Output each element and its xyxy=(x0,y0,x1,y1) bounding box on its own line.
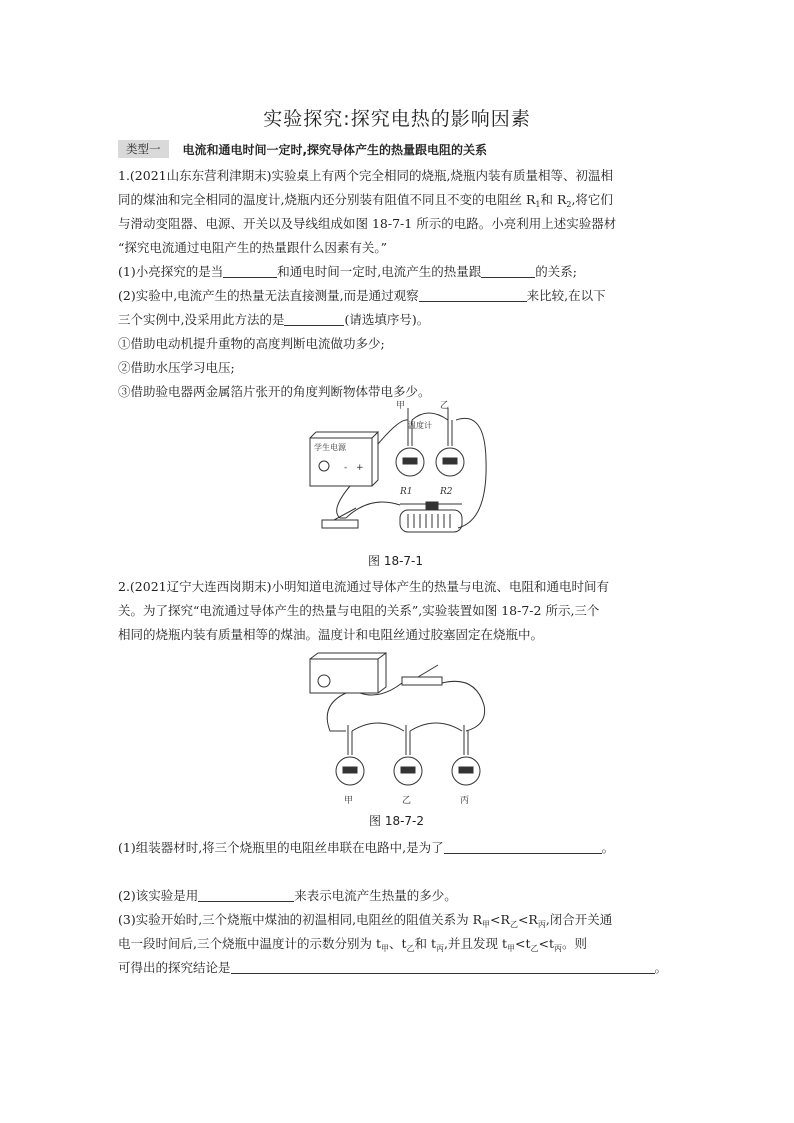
rheostat xyxy=(400,510,462,532)
label-r2: R2 xyxy=(440,487,453,497)
q1-blank-1[interactable] xyxy=(223,265,277,278)
label-bing-2: 丙 xyxy=(460,796,470,806)
type-badge: 类型一 xyxy=(118,140,169,158)
q1-part2-line2: 三个实例中,没采用此方法的是 (请选填序号)。 xyxy=(118,312,430,327)
q1-blank-2[interactable] xyxy=(481,265,535,278)
q2-part3-line2: 电一段时间后,三个烧瓶中温度计的示数分别为 $t_甲$、$t_乙$和 $t_丙$,并且发现 $t_甲<t_乙<t_丙$。则 xyxy=(118,936,588,953)
q2-blank-2[interactable] xyxy=(198,889,294,902)
q1-blank-3[interactable] xyxy=(419,289,527,302)
page-title: 实验探究:探究电热的影响因素 xyxy=(263,108,531,130)
switch-2 xyxy=(402,677,442,685)
label-power-supply: 学生电源 xyxy=(314,443,346,452)
label-thermometer: 温度计 xyxy=(408,421,432,430)
q1-part1: (1)小亮探究的是当 和通电时间一定时,电流产生的热量跟 的关系; xyxy=(118,264,577,279)
power-knob-icon-2 xyxy=(318,675,330,687)
figure-2-caption: 图 18-7-2 xyxy=(369,814,425,828)
q2-line2: 关。为了探究“电流通过导体产生的热量与电阻的关系”,实验装置如图 18-7-2 所示,三个 xyxy=(118,603,600,618)
figure-18-7-2 xyxy=(300,645,500,807)
label-plus: + xyxy=(356,463,364,473)
q2-part1: (1)组装器材时,将三个烧瓶里的电阻丝串联在电路中,是为了 。 xyxy=(118,840,615,855)
q1-line1: 1.(2021山东东营利津期末)实验桌上有两个完全相同的烧瓶,烧瓶内装有质量相等、初温相 xyxy=(118,168,613,183)
label-minus: - xyxy=(344,463,348,473)
q2-blank-3[interactable] xyxy=(231,961,655,974)
label-jia-2: 甲 xyxy=(344,796,354,806)
q1-option-2: ②借助水压学习电压; xyxy=(118,360,235,375)
label-r1: R1 xyxy=(400,487,413,497)
q1-option-1: ①借助电动机提升重物的高度判断电流做功多少; xyxy=(118,336,385,351)
q1-part2: (2)实验中,电流产生的热量无法直接测量,而是通过观察 来比较,在以下 xyxy=(118,288,606,303)
q1-line4: “探究电流通过电阻产生的热量跟什么因素有关。” xyxy=(118,240,388,255)
figure-18-7-1 xyxy=(300,400,500,550)
q2-part3-line3: 可得出的探究结论是 。 xyxy=(118,960,668,975)
q2-part2: (2)该实验是用 来表示电流产生热量的多少。 xyxy=(118,888,457,903)
switch xyxy=(322,520,358,528)
label-yi-2: 乙 xyxy=(402,796,412,806)
q1-line2: 同的煤油和完全相同的温度计,烧瓶内还分别装有阻值不同且不变的电阻丝 $R_1$和 $R_2$,将它们 xyxy=(118,192,613,209)
q1-blank-4[interactable] xyxy=(284,313,344,326)
q1-line3: 与滑动变阻器、电源、开关以及导线组成如图 18-7-1 所示的电路。小亮利用上述实验器材 xyxy=(118,216,617,231)
power-knob-icon xyxy=(319,461,329,471)
q2-blank-1[interactable] xyxy=(444,841,602,854)
q2-part3-line1: (3)实验开始时,三个烧瓶中煤油的初温相同,电阻丝的阻值关系为 $R_甲<R_乙<R_丙$,闭合开关通 xyxy=(118,912,613,929)
label-jia: 甲 xyxy=(396,401,406,411)
q2-line3: 相同的烧瓶内装有质量相等的煤油。温度计和电阻丝通过胶塞固定在烧瓶中。 xyxy=(118,627,544,642)
type-heading xyxy=(118,140,487,158)
q2-line1: 2.(2021辽宁大连西岗期末)小明知道电流通过导体产生的热量与电流、电阻和通电时间有 xyxy=(118,579,609,594)
figure-1-caption: 图 18-7-1 xyxy=(368,554,424,568)
type-description: 电流和通电时间一定时,探究导体产生的热量跟电阻的关系 xyxy=(182,142,488,157)
q1-option-3: ③借助验电器两金属箔片张开的角度判断物体带电多少。 xyxy=(118,384,431,399)
label-yi: 乙 xyxy=(440,401,450,411)
